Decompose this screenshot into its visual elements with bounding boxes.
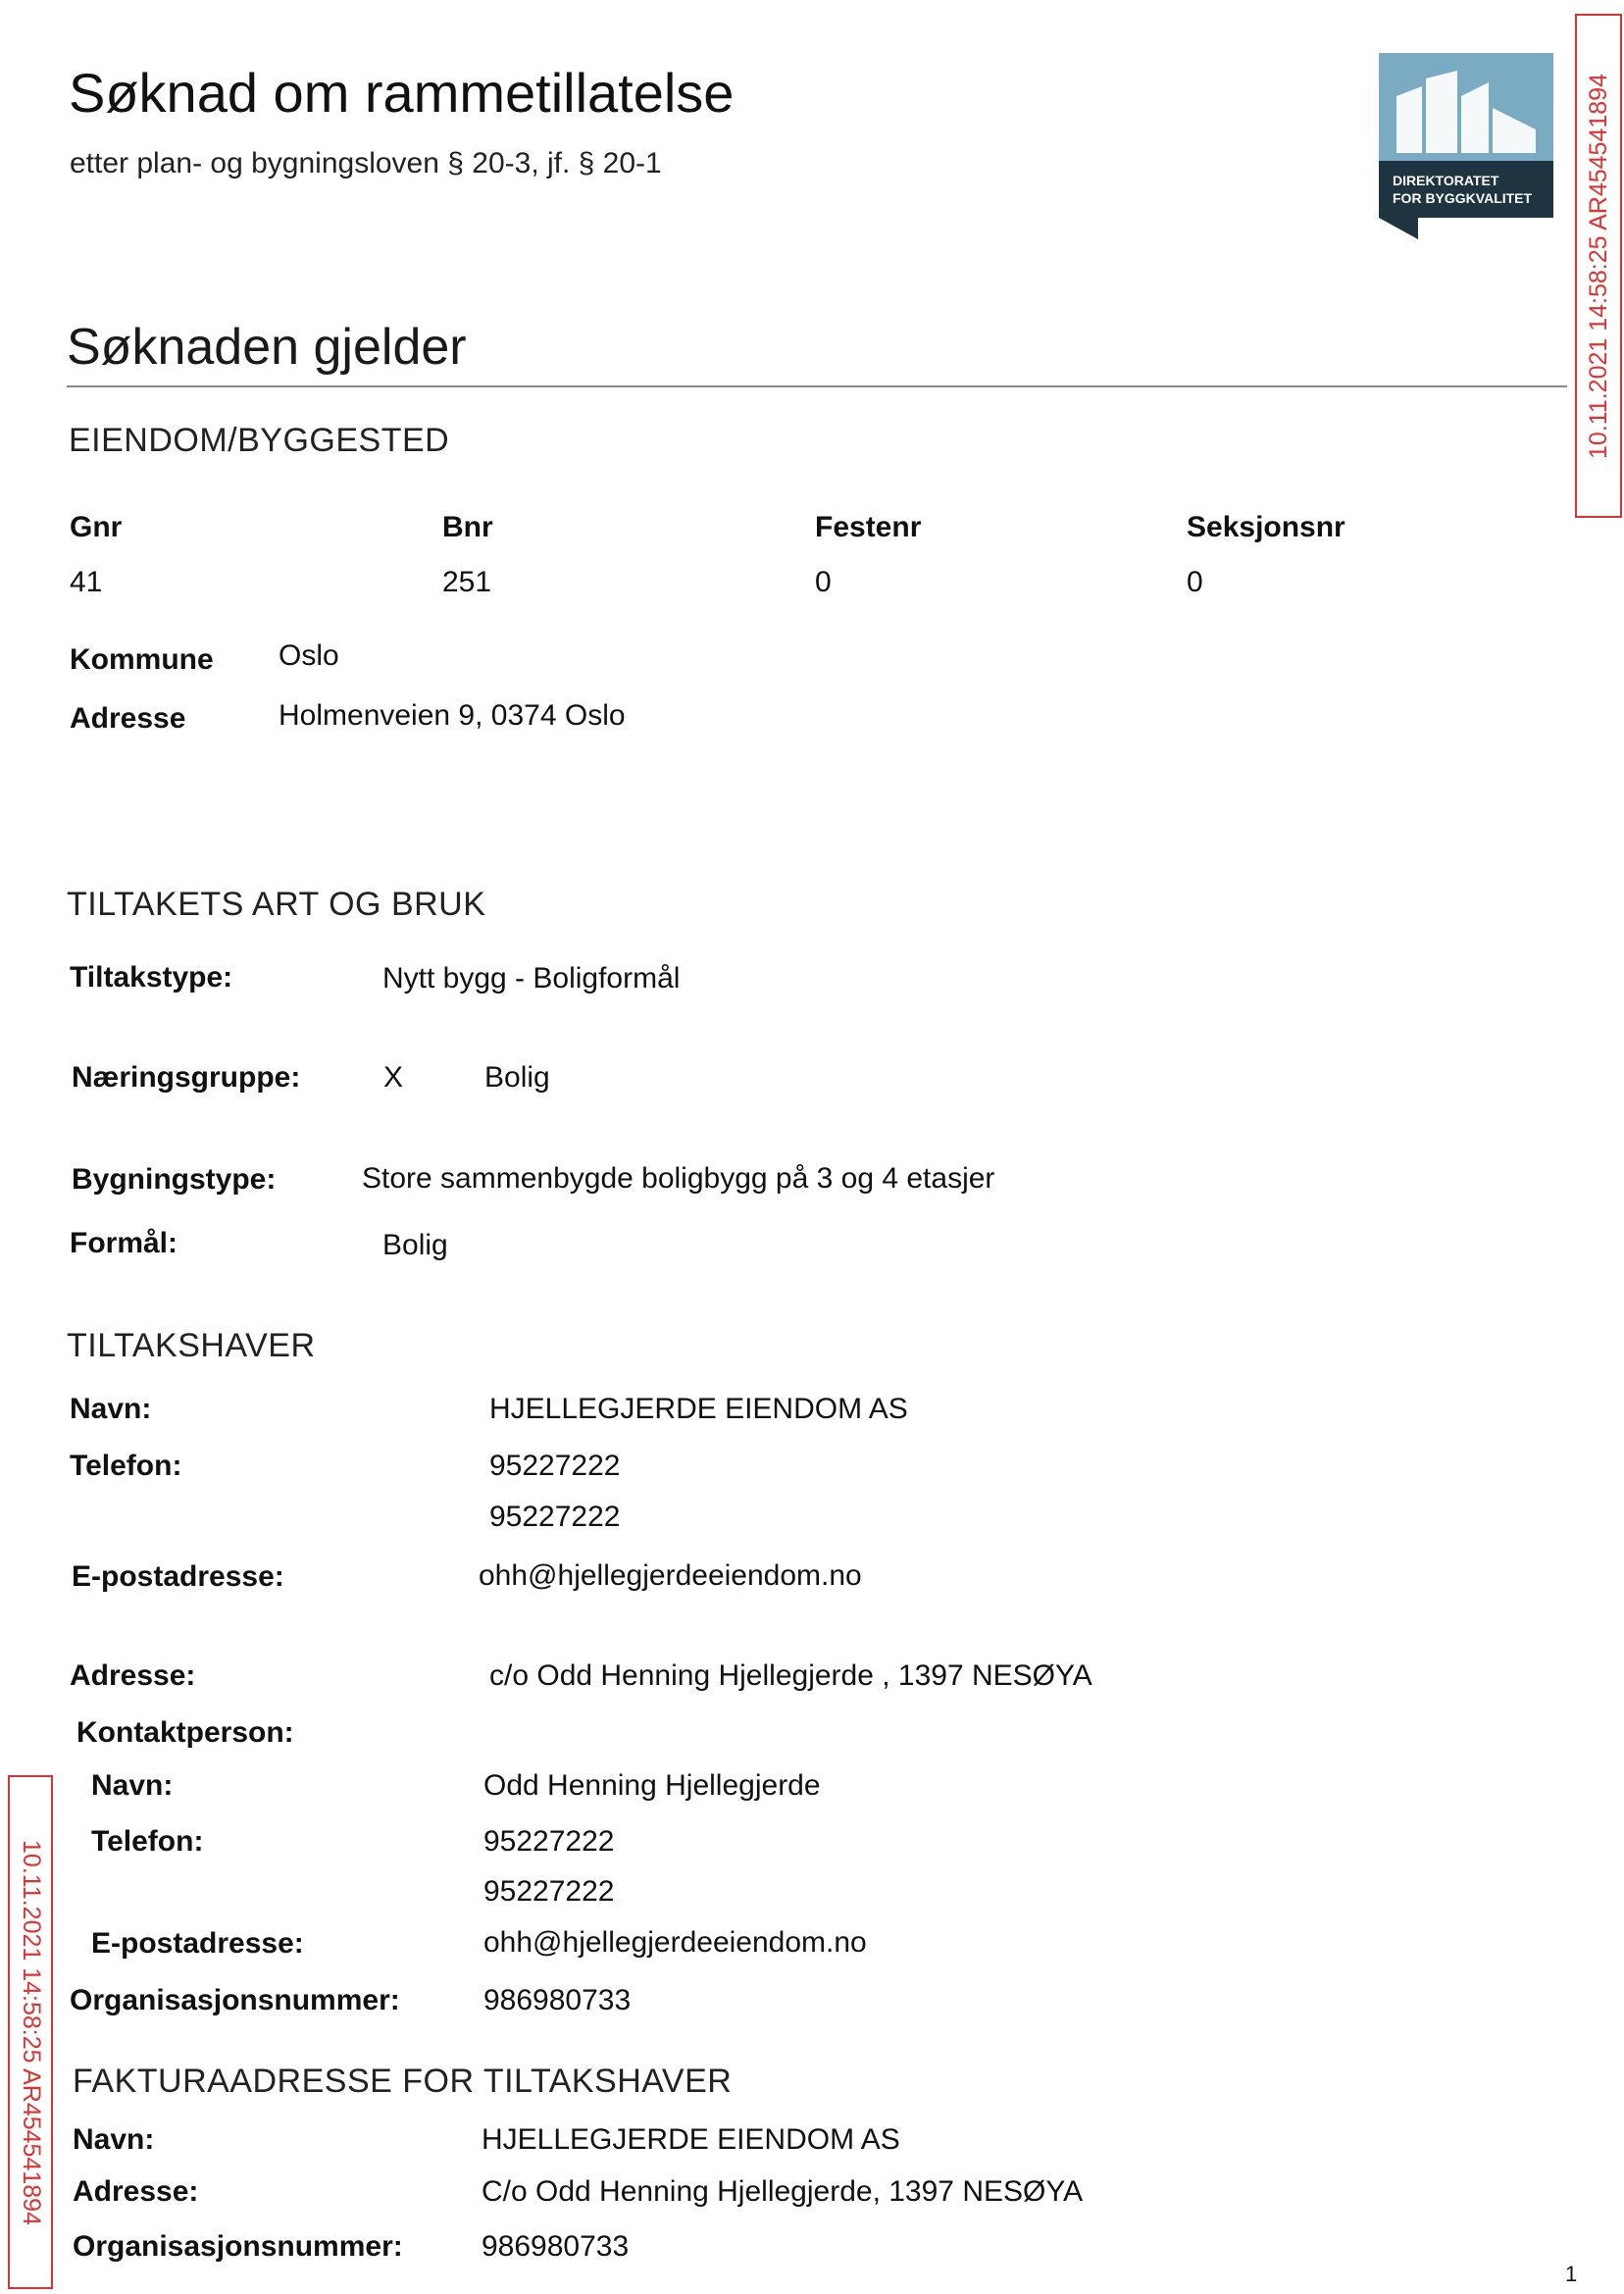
date-stamp-top-text: 10.11.2021 14:58:25 AR454541894 — [1584, 73, 1612, 459]
dibk-logo — [1379, 53, 1553, 239]
kontakt-epost-label: E-postadresse: — [91, 1927, 304, 1960]
logo-band — [1379, 161, 1553, 218]
page-number: 1 — [1565, 2262, 1578, 2286]
date-stamp-bottom-text: 10.11.2021 14:58:25 AR454541894 — [17, 1839, 45, 2225]
tiltakshaver-epost-value: ohh@hjellegjerdeeiendom.no — [479, 1559, 862, 1592]
tiltakstype-label: Tiltakstype: — [70, 961, 233, 994]
document-subtitle: etter plan- og bygningsloven § 20-3, jf. § 20-1 — [70, 147, 662, 179]
kommune-value: Oslo — [279, 639, 339, 672]
kontakt-telefon-label: Telefon: — [91, 1825, 204, 1858]
tiltakshaver-orgnr-value: 986980733 — [483, 1984, 632, 2016]
festenr-value: 0 — [815, 566, 832, 598]
kontakt-telefon2: 95227222 — [483, 1875, 615, 1908]
tiltakshaver-navn-value: HJELLEGJERDE EIENDOM AS — [489, 1393, 908, 1425]
naeringsgruppe-code: X — [383, 1061, 404, 1094]
faktura-adresse-label: Adresse: — [73, 2175, 199, 2208]
kontakt-epost-value: ohh@hjellegjerdeeiendom.no — [483, 1926, 867, 1959]
section-title: Søknaden gjelder — [67, 319, 467, 376]
naeringsgruppe-label: Næringsgruppe: — [72, 1061, 301, 1094]
section-divider — [67, 385, 1567, 387]
bnr-value: 251 — [442, 566, 492, 598]
faktura-navn-label: Navn: — [73, 2123, 155, 2156]
document-title: Søknad om rammetillatelse — [69, 62, 735, 124]
logo-text-line2: FOR BYGGKVALITET — [1393, 190, 1533, 206]
gnr-value: 41 — [70, 566, 103, 598]
date-stamp-top — [1575, 14, 1622, 518]
logo-text-line1: DIREKTORATET — [1393, 173, 1499, 188]
tiltakshaver-adresse-value: c/o Odd Henning Hjellegjerde , 1397 NESØYA — [489, 1659, 1092, 1692]
kommune-label: Kommune — [70, 643, 214, 676]
tiltakshaver-epost-label: E-postadresse: — [72, 1560, 284, 1593]
tiltakshaver-heading: TILTAKSHAVER — [67, 1327, 316, 1364]
bygningstype-label: Bygningstype: — [72, 1163, 277, 1196]
festenr-label: Festenr — [815, 511, 922, 543]
adresse-label: Adresse — [70, 702, 186, 735]
seksjonsnr-label: Seksjonsnr — [1187, 511, 1345, 543]
tiltakshaver-navn-label: Navn: — [70, 1393, 152, 1425]
kontaktperson-label: Kontaktperson: — [76, 1716, 294, 1749]
tiltakshaver-telefon2: 95227222 — [489, 1501, 621, 1533]
faktura-orgnr-label: Organisasjonsnummer: — [73, 2230, 403, 2263]
tiltakstype-value: Nytt bygg - Boligformål — [382, 962, 681, 994]
tiltakshaver-telefon-label: Telefon: — [70, 1450, 182, 1482]
kontakt-telefon1: 95227222 — [483, 1825, 615, 1858]
faktura-heading: FAKTURAADRESSE FOR TILTAKSHAVER — [73, 2063, 733, 2100]
gnr-label: Gnr — [70, 511, 123, 543]
kontakt-navn-label: Navn: — [91, 1769, 174, 1802]
bygningstype-value: Store sammenbygde boligbygg på 3 og 4 etasjer — [362, 1162, 995, 1195]
faktura-navn-value: HJELLEGJERDE EIENDOM AS — [482, 2123, 900, 2156]
tiltakshaver-adresse-label: Adresse: — [70, 1659, 196, 1692]
tiltak-heading: TILTAKETS ART OG BRUK — [67, 886, 486, 923]
formal-value: Bolig — [382, 1229, 448, 1261]
date-stamp-bottom — [8, 1775, 53, 2289]
adresse-value: Holmenveien 9, 0374 Oslo — [279, 699, 626, 732]
tiltakshaver-orgnr-label: Organisasjonsnummer: — [70, 1984, 400, 2016]
formal-label: Formål: — [70, 1227, 178, 1259]
kontakt-navn-value: Odd Henning Hjellegjerde — [483, 1769, 821, 1802]
eiendom-heading: EIENDOM/BYGGESTED — [69, 422, 450, 459]
seksjonsnr-value: 0 — [1187, 566, 1203, 598]
bnr-label: Bnr — [442, 511, 493, 543]
tiltakshaver-telefon1: 95227222 — [489, 1450, 621, 1482]
faktura-orgnr-value: 986980733 — [482, 2230, 630, 2263]
dibk-logo-icon — [1379, 53, 1553, 239]
faktura-adresse-value: C/o Odd Henning Hjellegjerde, 1397 NESØYA — [482, 2175, 1084, 2208]
naeringsgruppe-value: Bolig — [484, 1061, 550, 1094]
